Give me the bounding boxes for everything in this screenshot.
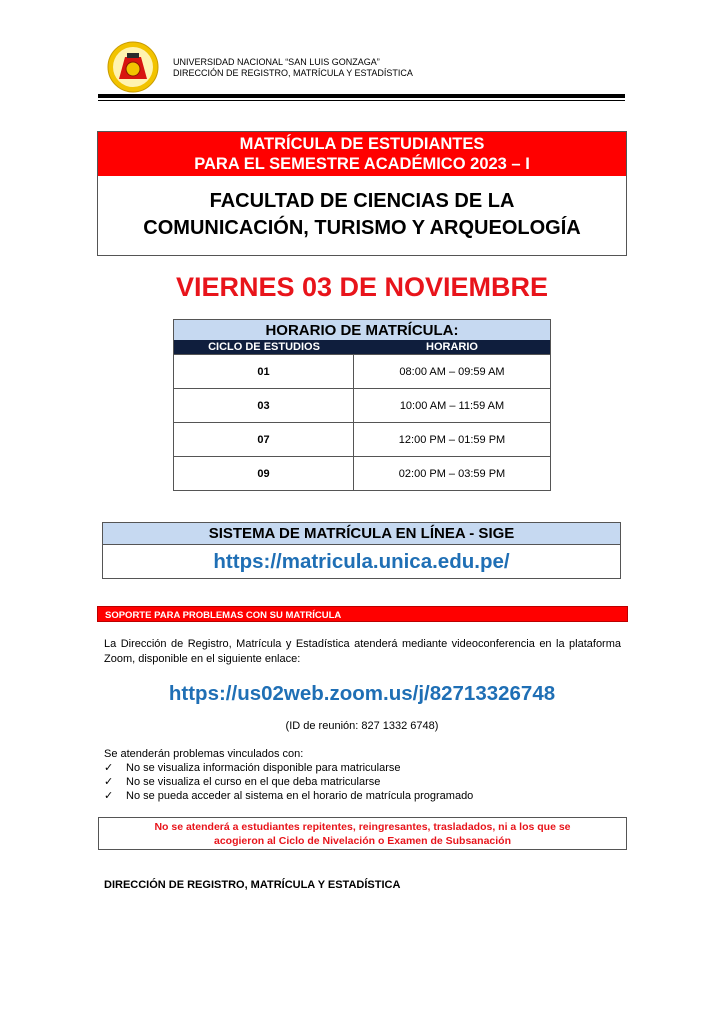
cycle-cell: 03	[174, 389, 354, 422]
zoom-link[interactable]: https://us02web.zoom.us/j/82713326748	[168, 682, 556, 705]
checkmark-icon: ✓	[104, 790, 114, 802]
time-cell: 08:00 AM – 09:59 AM	[399, 365, 505, 378]
notice-line-2: acogieron al Ciclo de Nivelación o Examen de Subsanación	[213, 835, 511, 847]
list-item	[104, 775, 473, 789]
list-item	[104, 761, 473, 775]
title-box	[97, 131, 627, 256]
faculty-name	[98, 176, 626, 242]
column-header-time: HORARIO	[426, 341, 478, 353]
table-row	[174, 354, 550, 388]
schedule-column-headers	[174, 340, 550, 354]
time-cell: 02:00 PM – 03:59 PM	[398, 467, 506, 480]
header-rule-thick	[98, 94, 625, 98]
title-line-2: PARA EL SEMESTRE ACADÉMICO 2023 – I	[194, 155, 530, 173]
support-paragraph: La Dirección de Registro, Matrícula y Estadística atenderá mediante videoconferencia en la plataforma Zoom, disponible en el siguiente enlace:	[104, 638, 621, 665]
signature: DIRECCIÓN DE REGISTRO, MATRÍCULA Y ESTADÍSTICA	[104, 879, 401, 891]
checkmark-icon: ✓	[104, 762, 114, 774]
issues-list	[104, 747, 473, 803]
meeting-id: (ID de reunión: 827 1332 6748)	[285, 720, 439, 732]
sige-link[interactable]: https://matricula.unica.edu.pe/	[213, 550, 510, 573]
schedule-heading: HORARIO DE MATRÍCULA:	[174, 320, 550, 340]
faculty-line-2: COMUNICACIÓN, TURISMO Y ARQUEOLOGÍA	[143, 217, 581, 239]
title-line-1: MATRÍCULA DE ESTUDIANTES	[239, 135, 485, 153]
checkmark-icon: ✓	[104, 776, 114, 788]
enrollment-date: VIERNES 03 DE NOVIEMBRE	[175, 272, 549, 302]
faculty-line-1: FACULTAD DE CIENCIAS DE LA	[209, 190, 515, 212]
issues-intro: Se atenderán problemas vinculados con:	[104, 748, 304, 760]
university-seal-icon	[107, 41, 159, 93]
issue-text: No se visualiza el curso en el que deba matricularse	[126, 776, 381, 788]
support-heading: SOPORTE PARA PROBLEMAS CON SU MATRÍCULA	[97, 606, 628, 622]
sige-box	[102, 522, 621, 579]
university-name: UNIVERSIDAD NACIONAL “SAN LUIS GONZAGA”	[173, 57, 380, 67]
issue-text: No se visualiza información disponible para matricularse	[126, 762, 401, 774]
schedule-table	[173, 319, 551, 491]
cycle-cell: 07	[174, 423, 354, 456]
title-banner	[98, 132, 626, 176]
cycle-cell: 01	[174, 355, 354, 388]
cycle-cell: 09	[174, 457, 354, 490]
time-cell: 10:00 AM – 11:59 AM	[399, 399, 505, 412]
department-name: DIRECCIÓN DE REGISTRO, MATRÍCULA Y ESTADÍSTICA	[173, 68, 413, 78]
notice-line-1: No se atenderá a estudiantes repitentes, reingresantes, trasladados, ni a los que se	[154, 821, 571, 833]
header-rule-thin	[98, 100, 625, 101]
table-row	[174, 388, 550, 422]
list-item	[104, 789, 473, 803]
table-row	[174, 456, 550, 490]
column-header-cycle: CICLO DE ESTUDIOS	[208, 341, 320, 353]
time-cell: 12:00 PM – 01:59 PM	[398, 433, 506, 446]
issue-text: No se pueda acceder al sistema en el horario de matrícula programado	[126, 790, 474, 802]
exclusion-notice	[98, 817, 627, 850]
institution-header	[173, 57, 413, 79]
sige-heading: SISTEMA DE MATRÍCULA EN LÍNEA - SIGE	[103, 523, 620, 545]
table-row	[174, 422, 550, 456]
